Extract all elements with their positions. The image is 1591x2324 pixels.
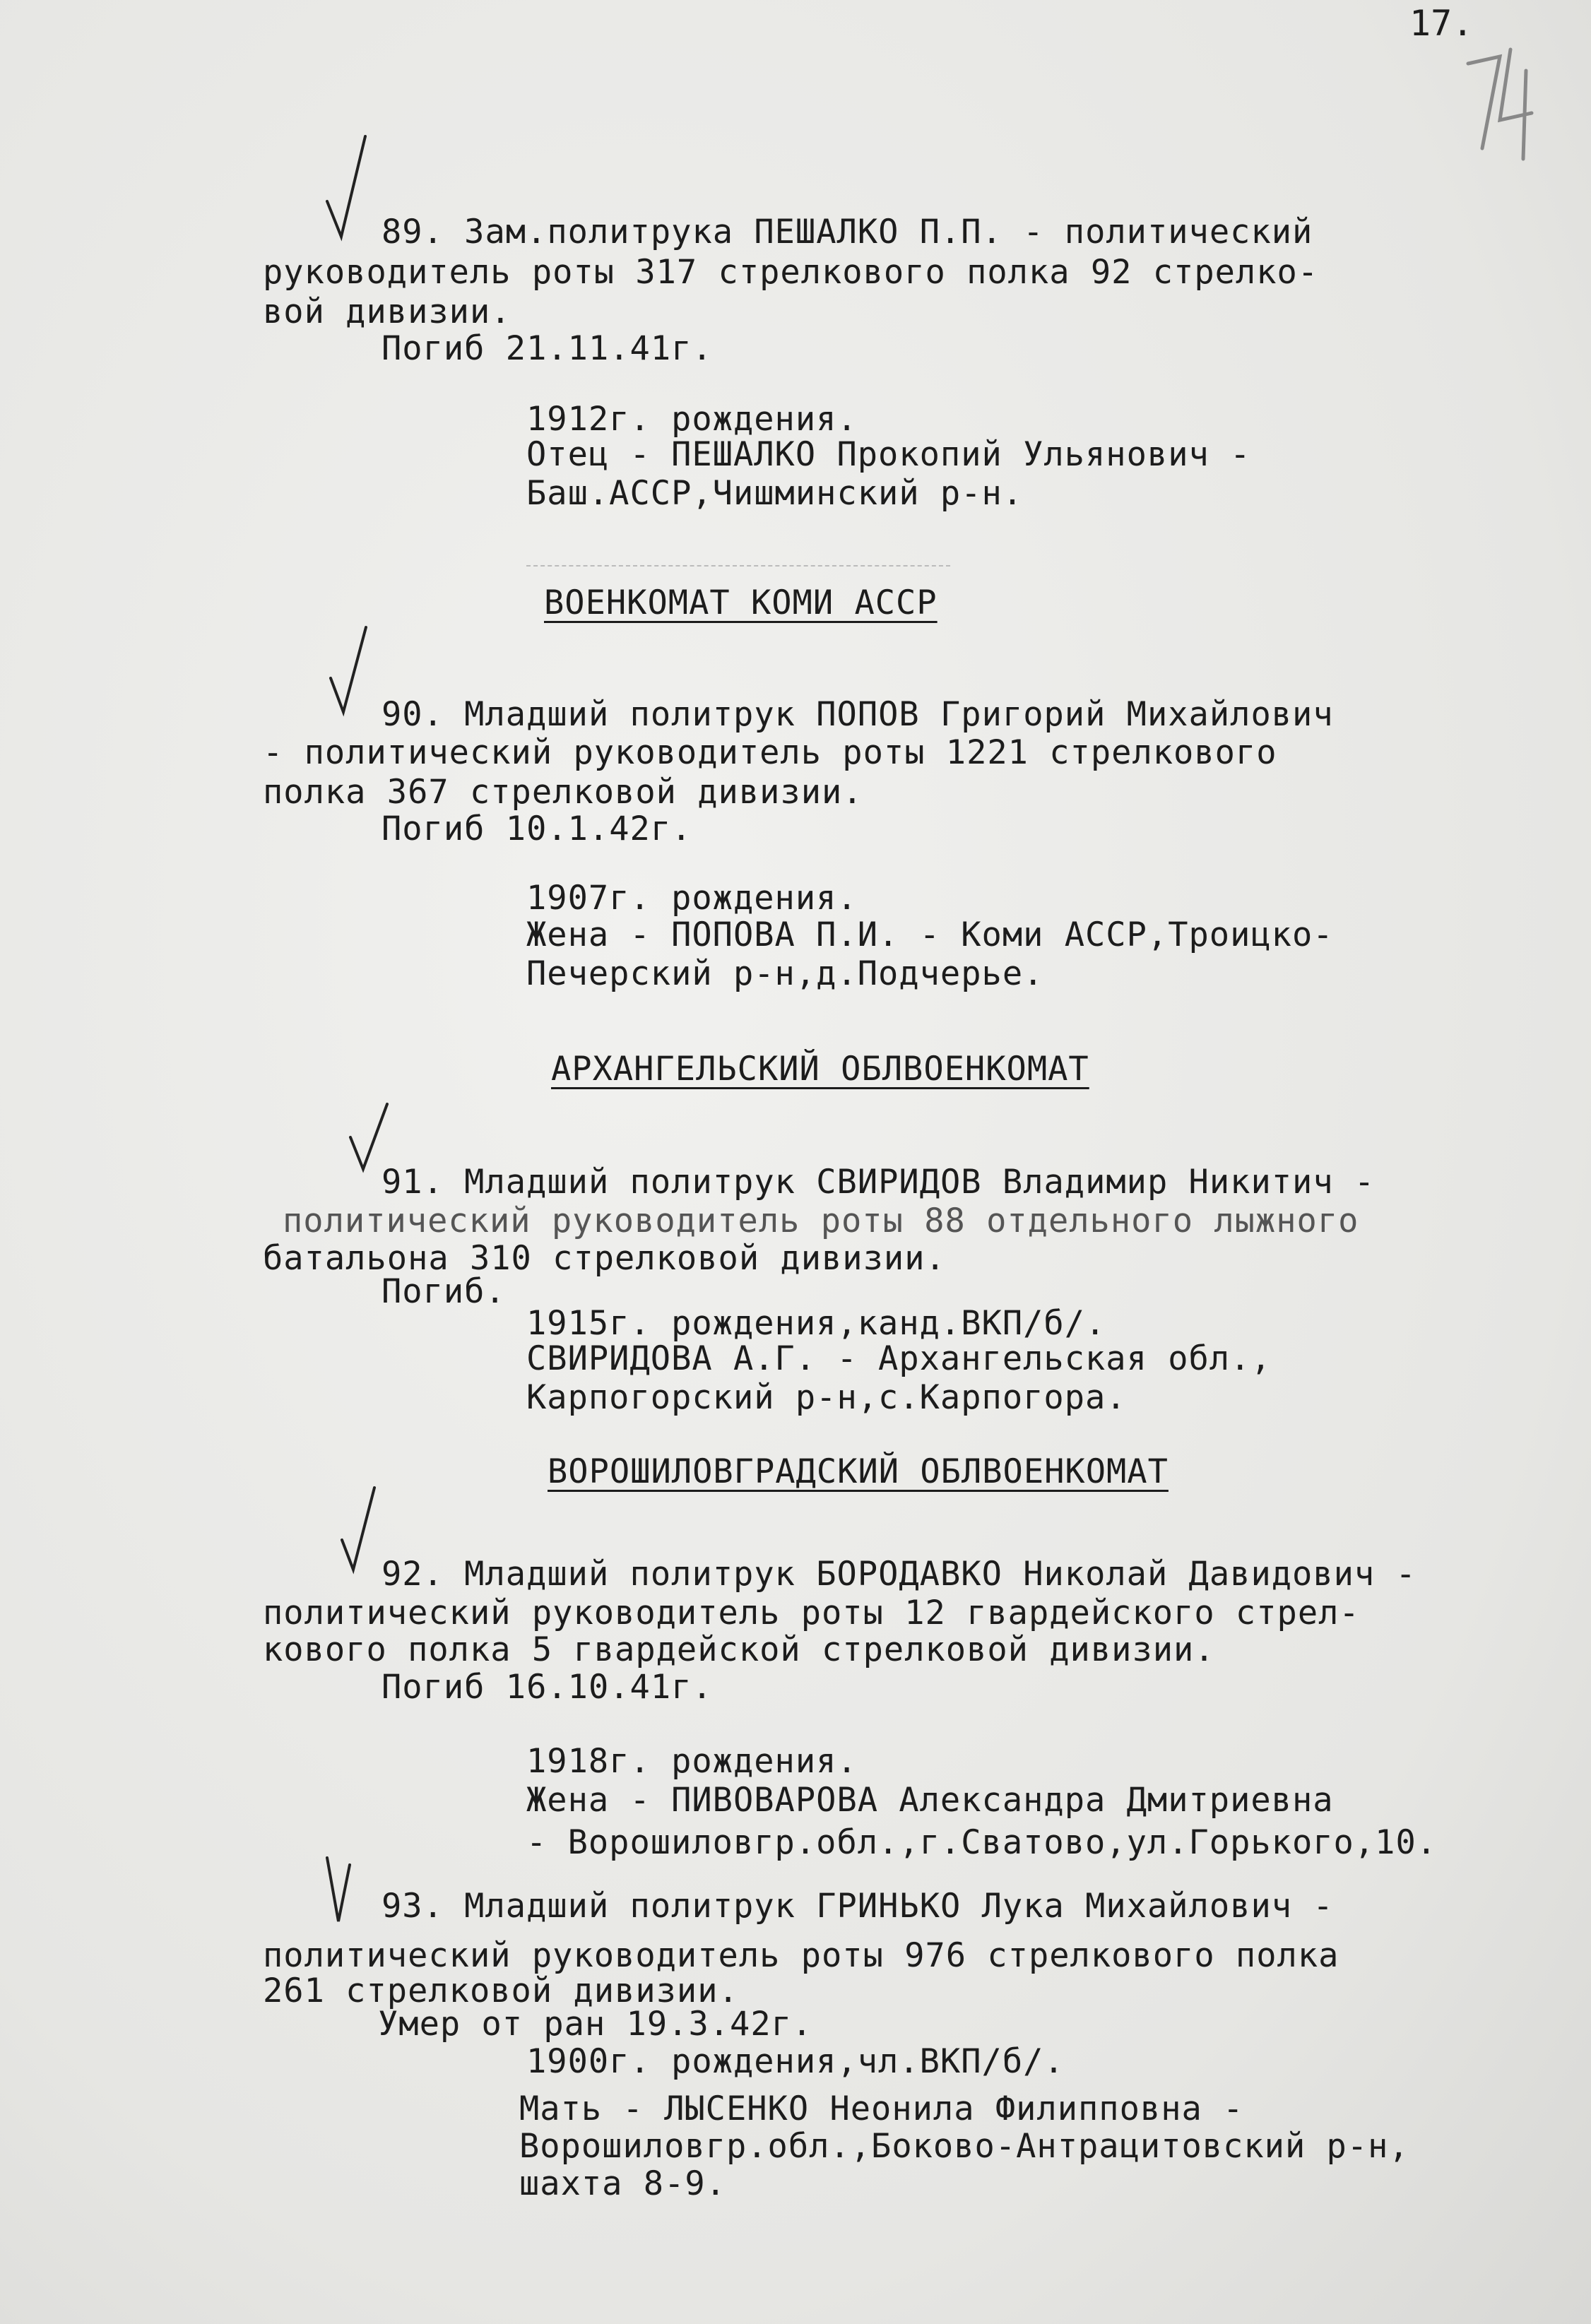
checkmark-icon <box>321 131 378 244</box>
checkmark-icon <box>321 1851 371 1928</box>
entry-91-line-1: 91. Младший политрук СВИРИДОВ Владимир Никитич - <box>382 1163 1376 1202</box>
section-heading-voroshilovgrad: ВОРОШИЛОВГРАДСКИЙ ОБЛВОЕНКОМАТ <box>548 1452 1169 1491</box>
checkmark-icon <box>338 1483 387 1575</box>
entry-93-detail-2: Мать - ЛЫСЕНКО Неонила Филипповна - <box>519 2089 1244 2128</box>
entry-90-died: Погиб 10.1.42г. <box>382 810 692 848</box>
entry-93-line-3: 261 стрелковой дивизии. <box>263 1972 739 2010</box>
entry-89-detail-1: 1912г. рождения. <box>526 400 858 439</box>
entry-91-line-3: батальона 310 стрелковой дивизии. <box>263 1239 946 1278</box>
entry-89-line-3: вой дивизии. <box>263 292 511 331</box>
entry-91-line-2: политический руководитель роты 88 отдельного лыжного <box>283 1202 1359 1240</box>
entry-92-line-3: кового полка 5 гвардейской стрелковой дивизии. <box>263 1630 1215 1669</box>
section-heading-arkhangelsk: АРХАНГЕЛЬСКИЙ ОБЛВОЕНКОМАТ <box>551 1050 1089 1089</box>
entry-90-line-2: - политический руководитель роты 1221 стрелкового <box>263 733 1277 772</box>
archive-number-handwritten <box>1461 42 1539 162</box>
entry-93-detail-4: шахта 8-9. <box>519 2164 726 2203</box>
entry-91-died: Погиб. <box>382 1272 506 1311</box>
entry-90-line-3: полка 367 стрелковой дивизии. <box>263 773 863 812</box>
entry-93-died: Умер от ран 19.3.42г. <box>378 2005 813 2044</box>
entry-89-detail-2: Отец - ПЕШАЛКО Прокопий Ульянович - <box>526 435 1251 474</box>
divider <box>526 565 950 567</box>
entry-92-detail-3: - Ворошиловгр.обл.,г.Сватово,ул.Горького,10. <box>526 1823 1438 1862</box>
checkmark-icon <box>325 622 382 721</box>
entry-93-detail-1: 1900г. рождения,чл.ВКП/б/. <box>526 2042 1065 2081</box>
entry-90-detail-1: 1907г. рождения. <box>526 879 858 918</box>
entry-92-died: Погиб 16.10.41г. <box>382 1668 713 1707</box>
entry-91-detail-1: 1915г. рождения,канд.ВКП/б/. <box>526 1304 1106 1343</box>
entry-89-line-2: руководитель роты 317 стрелкового полка 92 стрелко- <box>263 253 1319 292</box>
section-heading-komi: ВОЕНКОМАТ КОМИ АССР <box>544 583 938 622</box>
entry-89-died: Погиб 21.11.41г. <box>382 329 713 368</box>
entry-92-line-1: 92. Младший политрук БОРОДАВКО Николай Давидович - <box>382 1555 1416 1594</box>
entry-92-line-2: политический руководитель роты 12 гвардейского стрел- <box>263 1594 1360 1632</box>
entry-92-detail-2: Жена - ПИВОВАРОВА Александра Дмитриевна <box>526 1781 1334 1820</box>
entry-93-line-2: политический руководитель роты 976 стрелкового полка <box>263 1936 1339 1975</box>
entry-91-detail-2: СВИРИДОВА А.Г. - Архангельская обл., <box>526 1339 1272 1378</box>
page-number: 17. <box>1409 3 1474 44</box>
entry-89-detail-3: Баш.АССР,Чишминский р-н. <box>526 474 1024 513</box>
entry-90-detail-2: Жена - ПОПОВА П.И. - Коми АССР,Троицко- <box>526 915 1334 954</box>
entry-90-detail-3: Печерский р-н,д.Подчерье. <box>526 954 1044 993</box>
entry-89-line-1: 89. Зам.политрука ПЕШАЛКО П.П. - политический <box>382 213 1313 251</box>
entry-93-line-1: 93. Младший политрук ГРИНЬКО Лука Михайлович - <box>382 1887 1334 1926</box>
entry-91-detail-3: Карпогорский р-н,с.Карпогора. <box>526 1378 1127 1417</box>
entry-92-detail-1: 1918г. рождения. <box>526 1742 858 1781</box>
entry-93-detail-3: Ворошиловгр.обл.,Боково-Антрацитовский р-н, <box>519 2127 1409 2166</box>
entry-90-line-1: 90. Младший политрук ПОПОВ Григорий Михайлович <box>382 695 1334 734</box>
